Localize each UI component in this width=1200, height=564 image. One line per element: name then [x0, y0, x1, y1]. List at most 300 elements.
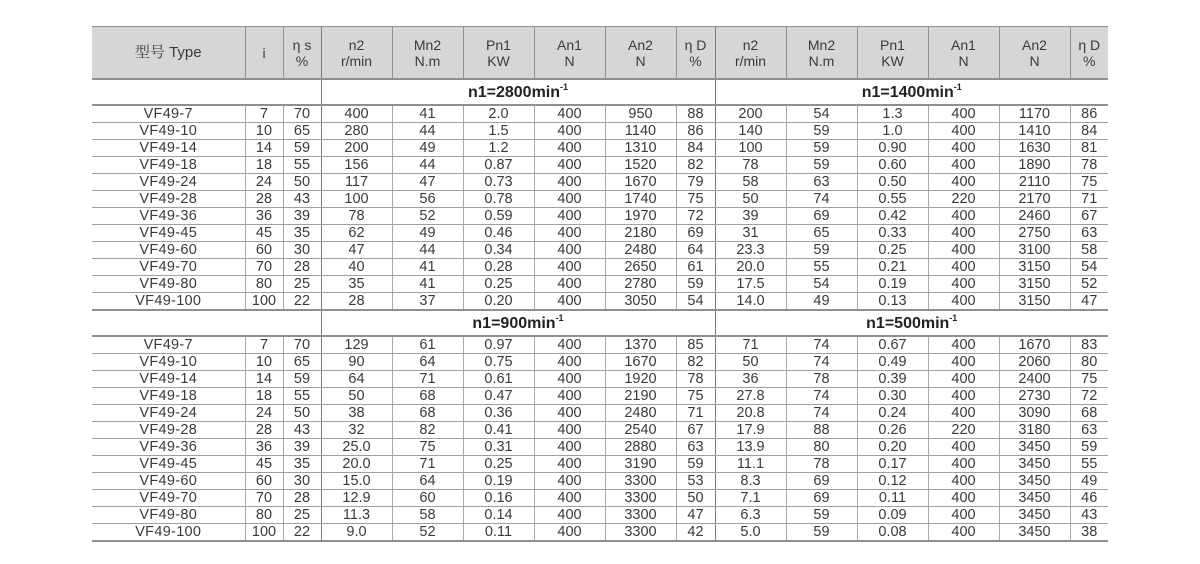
header-an1-left [534, 27, 605, 80]
header-line1: An2 [628, 36, 653, 53]
cell-pn1: 0.33 [857, 225, 928, 242]
cell-mn2: 56 [392, 191, 463, 208]
cell-mn2: 69 [786, 490, 857, 507]
cell-eta-s: 30 [283, 242, 321, 259]
cell-an2: 3150 [999, 293, 1070, 311]
cell-pn1: 0.50 [857, 174, 928, 191]
cell-n2: 78 [715, 157, 786, 174]
cell-eta-d: 83 [1070, 336, 1108, 354]
cell-eta-s: 35 [283, 456, 321, 473]
cell-n2: 17.9 [715, 422, 786, 439]
cell-pn1: 0.46 [463, 225, 534, 242]
cell-eta-s: 50 [283, 174, 321, 191]
cell-an1: 400 [534, 242, 605, 259]
cell-mn2: 41 [392, 105, 463, 123]
cell-an1: 400 [928, 507, 999, 524]
cell-an1: 400 [928, 354, 999, 371]
cell-ratio: 24 [245, 405, 283, 422]
header-line2: N [635, 52, 646, 69]
cell-eta-s: 65 [283, 123, 321, 140]
cell-eta-s: 25 [283, 507, 321, 524]
input-speed-label: n1=900min [472, 315, 556, 332]
cell-n2: 17.5 [715, 276, 786, 293]
cell-an2: 3450 [999, 439, 1070, 456]
header-line2: N [564, 52, 575, 69]
cell-mn2: 49 [392, 140, 463, 157]
table-row [92, 456, 1108, 473]
cell-mn2: 55 [786, 259, 857, 276]
cell-n2: 50 [715, 354, 786, 371]
cell-an2: 1920 [605, 371, 676, 388]
cell-ratio: 45 [245, 225, 283, 242]
cell-n2: 39 [715, 208, 786, 225]
cell-mn2: 41 [392, 276, 463, 293]
header-line1: n2 [348, 36, 365, 53]
cell-type: VF49-70 [92, 259, 245, 276]
cell-pn1: 0.90 [857, 140, 928, 157]
cell-an1: 400 [928, 242, 999, 259]
cell-eta-d: 42 [676, 524, 715, 542]
cell-an2: 3190 [605, 456, 676, 473]
cell-an2: 2730 [999, 388, 1070, 405]
cell-mn2: 74 [786, 191, 857, 208]
cell-n2: 12.9 [321, 490, 392, 507]
cell-eta-d: 59 [1070, 439, 1108, 456]
table-row [92, 225, 1108, 242]
cell-n2: 200 [321, 140, 392, 157]
cell-ratio: 100 [245, 524, 283, 542]
cell-an1: 400 [534, 371, 605, 388]
cell-an1: 400 [928, 174, 999, 191]
cell-mn2: 44 [392, 157, 463, 174]
cell-n2: 8.3 [715, 473, 786, 490]
cell-eta-s: 43 [283, 422, 321, 439]
cell-ratio: 14 [245, 140, 283, 157]
cell-an1: 400 [928, 105, 999, 123]
header-line1: 型号 Type [134, 43, 202, 61]
cell-an2: 2190 [605, 388, 676, 405]
cell-eta-d: 82 [676, 157, 715, 174]
cell-n2: 100 [715, 140, 786, 157]
cell-eta-s: 55 [283, 388, 321, 405]
cell-ratio: 60 [245, 473, 283, 490]
header-line1: Mn2 [807, 36, 836, 53]
cell-mn2: 54 [786, 276, 857, 293]
cell-pn1: 0.60 [857, 157, 928, 174]
cell-an2: 3300 [605, 473, 676, 490]
header-mn2-left [392, 27, 463, 80]
cell-an2: 3180 [999, 422, 1070, 439]
cell-mn2: 59 [786, 140, 857, 157]
input-speed-label: n1=500min [866, 315, 950, 332]
cell-pn1: 0.19 [857, 276, 928, 293]
cell-eta-d: 64 [676, 242, 715, 259]
cell-pn1: 0.59 [463, 208, 534, 225]
cell-n2: 58 [715, 174, 786, 191]
cell-an1: 400 [928, 336, 999, 354]
unit-exponent: -1 [555, 313, 564, 323]
cell-pn1: 2.0 [463, 105, 534, 123]
table-body [92, 79, 1108, 541]
cell-n2: 6.3 [715, 507, 786, 524]
cell-an2: 1310 [605, 140, 676, 157]
cell-n2: 15.0 [321, 473, 392, 490]
header-line1: Pn1 [486, 36, 511, 53]
cell-n2: 11.3 [321, 507, 392, 524]
cell-ratio: 7 [245, 105, 283, 123]
cell-eta-s: 39 [283, 439, 321, 456]
unit-exponent: -1 [953, 82, 962, 92]
section-label-right [715, 79, 1108, 105]
cell-type: VF49-24 [92, 174, 245, 191]
cell-eta-s: 35 [283, 225, 321, 242]
cell-an1: 400 [534, 388, 605, 405]
cell-type: VF49-45 [92, 225, 245, 242]
cell-eta-d: 78 [1070, 157, 1108, 174]
cell-an2: 1410 [999, 123, 1070, 140]
cell-pn1: 0.21 [857, 259, 928, 276]
cell-n2: 117 [321, 174, 392, 191]
table-row [92, 336, 1108, 354]
cell-mn2: 47 [392, 174, 463, 191]
cell-pn1: 0.39 [857, 371, 928, 388]
cell-mn2: 68 [392, 405, 463, 422]
header-an1-right [928, 27, 999, 80]
cell-an2: 1370 [605, 336, 676, 354]
cell-an1: 400 [928, 524, 999, 542]
input-speed-label: n1=2800min [467, 84, 561, 101]
cell-an1: 400 [928, 456, 999, 473]
cell-an2: 1670 [605, 354, 676, 371]
cell-an1: 220 [928, 191, 999, 208]
cell-type: VF49-18 [92, 157, 245, 174]
cell-mn2: 88 [786, 422, 857, 439]
cell-pn1: 0.41 [463, 422, 534, 439]
cell-an2: 3450 [999, 507, 1070, 524]
cell-eta-s: 28 [283, 259, 321, 276]
cell-an1: 400 [928, 225, 999, 242]
cell-an1: 400 [534, 191, 605, 208]
cell-an1: 400 [534, 105, 605, 123]
cell-eta-d: 82 [676, 354, 715, 371]
table-row [92, 105, 1108, 123]
cell-eta-d: 47 [1070, 293, 1108, 311]
cell-ratio: 36 [245, 439, 283, 456]
unit-exponent: -1 [560, 82, 569, 92]
cell-eta-d: 69 [676, 225, 715, 242]
cell-an2: 2480 [605, 242, 676, 259]
cell-an2: 1670 [605, 174, 676, 191]
cell-an2: 1140 [605, 123, 676, 140]
header-line1: n2 [742, 36, 759, 53]
cell-eta-d: 58 [1070, 242, 1108, 259]
cell-eta-d: 61 [676, 259, 715, 276]
cell-type: VF49-10 [92, 354, 245, 371]
cell-type: VF49-24 [92, 405, 245, 422]
cell-mn2: 78 [786, 456, 857, 473]
cell-pn1: 0.61 [463, 371, 534, 388]
cell-mn2: 49 [786, 293, 857, 311]
cell-eta-d: 88 [676, 105, 715, 123]
cell-pn1: 0.30 [857, 388, 928, 405]
header-line2: N.m [414, 52, 441, 69]
table-row [92, 422, 1108, 439]
cell-an1: 400 [534, 293, 605, 311]
section-label-right [715, 310, 1108, 336]
speed-section-row [92, 79, 1108, 105]
cell-pn1: 0.31 [463, 439, 534, 456]
cell-type: VF49-14 [92, 140, 245, 157]
cell-eta-d: 80 [1070, 354, 1108, 371]
cell-eta-d: 49 [1070, 473, 1108, 490]
cell-an2: 2110 [999, 174, 1070, 191]
cell-n2: 27.8 [715, 388, 786, 405]
cell-pn1: 0.11 [857, 490, 928, 507]
header-line1: i [262, 44, 266, 61]
cell-n2: 20.0 [321, 456, 392, 473]
cell-n2: 7.1 [715, 490, 786, 507]
table-row [92, 242, 1108, 259]
cell-an2: 2880 [605, 439, 676, 456]
input-speed-label: n1=1400min [861, 84, 954, 101]
cell-an1: 400 [534, 422, 605, 439]
cell-eta-d: 71 [676, 405, 715, 422]
cell-an2: 2650 [605, 259, 676, 276]
cell-eta-d: 84 [676, 140, 715, 157]
cell-eta-d: 72 [1070, 388, 1108, 405]
cell-mn2: 65 [786, 225, 857, 242]
cell-an1: 400 [534, 123, 605, 140]
cell-eta-s: 65 [283, 354, 321, 371]
cell-n2: 47 [321, 242, 392, 259]
speed-section-row [92, 310, 1108, 336]
cell-eta-d: 71 [1070, 191, 1108, 208]
header-eta-d-right [1070, 27, 1108, 80]
cell-an2: 1630 [999, 140, 1070, 157]
unit-exponent: -1 [949, 313, 958, 323]
table-row [92, 507, 1108, 524]
cell-an1: 400 [534, 276, 605, 293]
table-row [92, 259, 1108, 276]
cell-n2: 64 [321, 371, 392, 388]
cell-type: VF49-60 [92, 242, 245, 259]
cell-an1: 400 [928, 371, 999, 388]
cell-pn1: 0.47 [463, 388, 534, 405]
cell-an1: 400 [534, 439, 605, 456]
cell-eta-d: 75 [1070, 371, 1108, 388]
cell-eta-d: 63 [1070, 422, 1108, 439]
cell-type: VF49-100 [92, 524, 245, 542]
header-line2: % [1083, 52, 1096, 69]
header-line2: % [689, 52, 702, 69]
cell-ratio: 28 [245, 191, 283, 208]
cell-mn2: 59 [786, 507, 857, 524]
table-header [92, 27, 1108, 80]
cell-pn1: 0.13 [857, 293, 928, 311]
cell-an2: 3300 [605, 524, 676, 542]
cell-n2: 28 [321, 293, 392, 311]
header-mn2-right [786, 27, 857, 80]
cell-ratio: 36 [245, 208, 283, 225]
cell-mn2: 54 [786, 105, 857, 123]
cell-ratio: 14 [245, 371, 283, 388]
cell-eta-s: 70 [283, 105, 321, 123]
cell-pn1: 0.36 [463, 405, 534, 422]
cell-mn2: 59 [786, 123, 857, 140]
table-row [92, 140, 1108, 157]
cell-eta-s: 25 [283, 276, 321, 293]
section-blank [92, 310, 321, 336]
cell-n2: 25.0 [321, 439, 392, 456]
cell-pn1: 0.49 [857, 354, 928, 371]
cell-pn1: 0.25 [463, 276, 534, 293]
header-pn1-right [857, 27, 928, 80]
cell-n2: 23.3 [715, 242, 786, 259]
cell-an2: 3450 [999, 473, 1070, 490]
header-type [92, 27, 245, 80]
cell-an1: 400 [534, 490, 605, 507]
cell-n2: 5.0 [715, 524, 786, 542]
cell-n2: 71 [715, 336, 786, 354]
cell-n2: 129 [321, 336, 392, 354]
cell-n2: 20.8 [715, 405, 786, 422]
header-line2: N [1029, 52, 1040, 69]
table-row [92, 354, 1108, 371]
cell-mn2: 74 [786, 336, 857, 354]
cell-an1: 400 [928, 439, 999, 456]
header-line2: KW [487, 52, 510, 69]
cell-eta-d: 53 [676, 473, 715, 490]
cell-mn2: 61 [392, 336, 463, 354]
cell-eta-s: 59 [283, 371, 321, 388]
header-line2: r/min [340, 52, 373, 69]
cell-an1: 400 [928, 388, 999, 405]
header-line1: η D [1078, 36, 1101, 53]
cell-n2: 78 [321, 208, 392, 225]
cell-type: VF49-28 [92, 191, 245, 208]
cell-mn2: 78 [786, 371, 857, 388]
cell-pn1: 0.16 [463, 490, 534, 507]
cell-pn1: 0.24 [857, 405, 928, 422]
cell-ratio: 100 [245, 293, 283, 311]
cell-ratio: 70 [245, 259, 283, 276]
cell-pn1: 0.87 [463, 157, 534, 174]
cell-mn2: 74 [786, 354, 857, 371]
cell-eta-d: 81 [1070, 140, 1108, 157]
header-line2: KW [881, 52, 904, 69]
table-row [92, 439, 1108, 456]
cell-eta-d: 63 [676, 439, 715, 456]
cell-an1: 400 [534, 507, 605, 524]
cell-eta-d: 86 [1070, 105, 1108, 123]
cell-ratio: 45 [245, 456, 283, 473]
cell-eta-d: 55 [1070, 456, 1108, 473]
cell-an2: 1670 [999, 336, 1070, 354]
cell-ratio: 60 [245, 242, 283, 259]
header-line1: η s [292, 36, 312, 53]
cell-ratio: 24 [245, 174, 283, 191]
cell-mn2: 74 [786, 405, 857, 422]
cell-type: VF49-18 [92, 388, 245, 405]
cell-an1: 400 [928, 259, 999, 276]
cell-pn1: 0.34 [463, 242, 534, 259]
cell-eta-s: 50 [283, 405, 321, 422]
cell-an2: 950 [605, 105, 676, 123]
cell-type: VF49-28 [92, 422, 245, 439]
cell-n2: 20.0 [715, 259, 786, 276]
cell-an1: 400 [534, 456, 605, 473]
cell-pn1: 0.26 [857, 422, 928, 439]
cell-pn1: 1.5 [463, 123, 534, 140]
section-label-left [321, 79, 715, 105]
cell-type: VF49-7 [92, 105, 245, 123]
cell-ratio: 80 [245, 507, 283, 524]
cell-ratio: 28 [245, 422, 283, 439]
header-line2: N.m [808, 52, 835, 69]
cell-type: VF49-36 [92, 439, 245, 456]
cell-an2: 2780 [605, 276, 676, 293]
cell-eta-s: 70 [283, 336, 321, 354]
header-n2-left [321, 27, 392, 80]
cell-an1: 400 [534, 140, 605, 157]
cell-mn2: 37 [392, 293, 463, 311]
cell-an1: 400 [534, 259, 605, 276]
header-line1: An2 [1022, 36, 1047, 53]
cell-type: VF49-14 [92, 371, 245, 388]
cell-pn1: 0.97 [463, 336, 534, 354]
header-ratio [245, 27, 283, 80]
header-line1: η D [684, 36, 707, 53]
table-row [92, 388, 1108, 405]
cell-ratio: 7 [245, 336, 283, 354]
header-pn1-left [463, 27, 534, 80]
cell-eta-d: 59 [676, 276, 715, 293]
table-row [92, 191, 1108, 208]
cell-n2: 50 [321, 388, 392, 405]
cell-mn2: 69 [786, 473, 857, 490]
cell-an2: 3090 [999, 405, 1070, 422]
cell-type: VF49-70 [92, 490, 245, 507]
table-row [92, 174, 1108, 191]
cell-an1: 400 [928, 123, 999, 140]
cell-eta-d: 75 [676, 191, 715, 208]
cell-pn1: 0.20 [463, 293, 534, 311]
cell-eta-d: 72 [676, 208, 715, 225]
header-line1: Pn1 [880, 36, 905, 53]
cell-eta-d: 63 [1070, 225, 1108, 242]
cell-mn2: 52 [392, 208, 463, 225]
table-row [92, 293, 1108, 311]
cell-an2: 3300 [605, 490, 676, 507]
cell-eta-d: 75 [676, 388, 715, 405]
cell-an2: 3450 [999, 456, 1070, 473]
table-row [92, 157, 1108, 174]
cell-pn1: 0.19 [463, 473, 534, 490]
cell-n2: 62 [321, 225, 392, 242]
cell-pn1: 0.14 [463, 507, 534, 524]
cell-n2: 38 [321, 405, 392, 422]
cell-an1: 400 [928, 490, 999, 507]
cell-mn2: 74 [786, 388, 857, 405]
cell-n2: 13.9 [715, 439, 786, 456]
table-row [92, 524, 1108, 542]
cell-an2: 3100 [999, 242, 1070, 259]
cell-pn1: 0.25 [463, 456, 534, 473]
table-row [92, 405, 1108, 422]
cell-eta-d: 59 [676, 456, 715, 473]
cell-mn2: 82 [392, 422, 463, 439]
header-line2: N [958, 52, 969, 69]
